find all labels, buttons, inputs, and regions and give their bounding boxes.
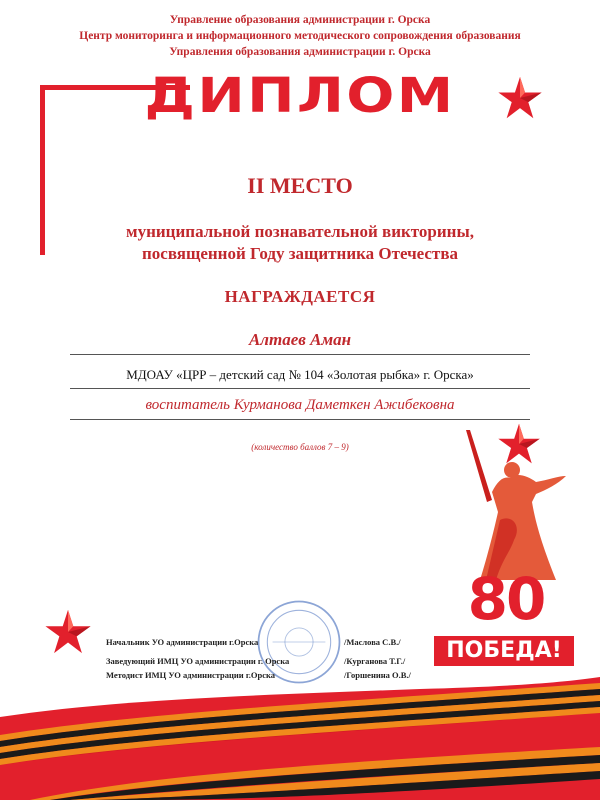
recipient-name: Алтаев Аман bbox=[248, 330, 352, 349]
teacher-underline bbox=[70, 419, 530, 420]
st-george-ribbon bbox=[0, 655, 600, 800]
header-line-3: Управления образования администрации г. Орска bbox=[169, 46, 431, 58]
header-line-1: Управление образования администрации г. Орска bbox=[169, 14, 431, 26]
red-star-icon bbox=[44, 608, 92, 656]
place-heading: II МЕСТО bbox=[247, 173, 353, 198]
header-line-2: Центр мониторинга и информационного методического сопровождения образования bbox=[79, 30, 521, 42]
organization-name: МДОАУ «ЦРР – детский сад № 104 «Золотая рыбка» г. Орска» bbox=[126, 367, 474, 382]
event-line-2: посвященной Году защитника Отечества bbox=[141, 244, 459, 263]
awarded-heading: НАГРАЖДАЕТСЯ bbox=[224, 287, 376, 306]
badge-80: 80 bbox=[467, 565, 545, 633]
organization-underline bbox=[70, 388, 530, 389]
motherland-statue bbox=[440, 430, 570, 580]
signature-name-3: /Горшенина О.В./ bbox=[344, 670, 411, 680]
diploma-title: ДИПЛОМ bbox=[144, 68, 456, 124]
points-note: (количество баллов 7 – 9) bbox=[251, 442, 349, 452]
signature-role-2: Заведующий ИМЦ УО администрации г. Орска bbox=[106, 656, 290, 666]
recipient-underline bbox=[70, 354, 530, 355]
signature-name-2: /Курганова Т.Г./ bbox=[344, 656, 406, 666]
red-star-icon bbox=[497, 75, 543, 121]
pobeda-banner: ПОБЕДА! bbox=[434, 636, 574, 666]
signature-role-1: Начальник УО администрации г.Орска bbox=[106, 637, 259, 647]
signature-name-1: /Маслова С.В./ bbox=[344, 637, 401, 647]
event-line-1: муниципальной познавательной викторины, bbox=[126, 222, 474, 241]
signature-role-3: Методист ИМЦ УО администрации г.Орска bbox=[106, 670, 275, 680]
teacher-name: воспитатель Курманова Даметкен Ажибековна bbox=[145, 397, 455, 413]
